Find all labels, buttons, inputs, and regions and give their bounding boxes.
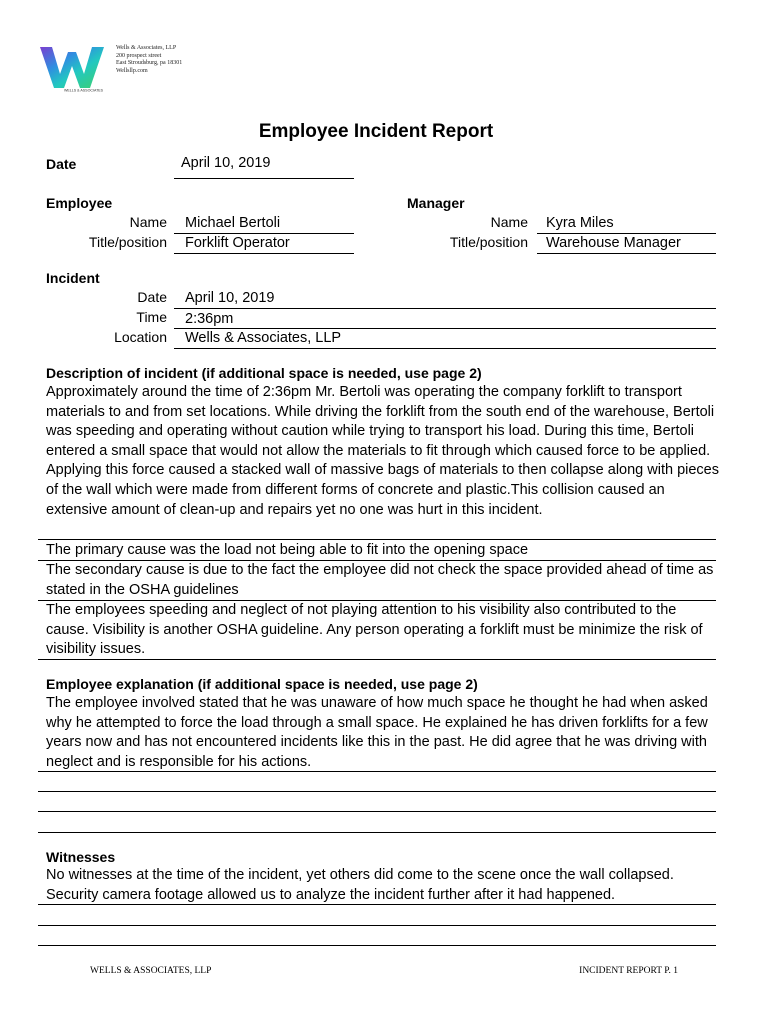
primary-cause: The primary cause was the load not being able to fit into the opening space bbox=[46, 542, 529, 558]
company-web: Wellsllp.com bbox=[116, 67, 148, 74]
incident-time: 2:36pm bbox=[185, 311, 234, 327]
witnesses-divider bbox=[38, 904, 716, 905]
manager-name-label: Name bbox=[490, 214, 528, 230]
incident-location-underline bbox=[174, 348, 716, 349]
incident-location: Wells & Associates, LLP bbox=[185, 330, 342, 346]
manager-title-label: Title/position bbox=[449, 234, 528, 250]
employee-name-underline bbox=[174, 233, 354, 234]
incident-date-underline bbox=[174, 308, 716, 309]
company-city: East Stroudsburg, pa 18301 bbox=[116, 60, 183, 67]
logo-caption: WELLS & ASSOCIATES bbox=[64, 88, 104, 92]
date-value: April 10, 2019 bbox=[181, 155, 271, 171]
explanation-heading: Employee explanation (if additional space is needed, use page 2) bbox=[46, 676, 478, 692]
date-underline bbox=[174, 178, 354, 179]
incident-time-underline bbox=[174, 328, 716, 329]
blank-line bbox=[38, 791, 716, 792]
witnesses-text: No witnesses at the time of the incident, yet others did come to the scene once the wall collapsed. Security camera footage allowed us to analyze the incident further after it had happened. bbox=[46, 867, 674, 903]
date-label: Date bbox=[46, 156, 77, 172]
incident-date: April 10, 2019 bbox=[185, 290, 275, 306]
incident-location-label: Location bbox=[114, 329, 167, 345]
incident-time-label: Time bbox=[136, 309, 167, 325]
footer-page: INCIDENT REPORT P. 1 bbox=[579, 966, 678, 976]
blank-line bbox=[38, 925, 716, 926]
employee-title: Forklift Operator bbox=[185, 235, 290, 251]
employee-name: Michael Bertoli bbox=[185, 215, 281, 231]
description-heading: Description of incident (if additional space is needed, use page 2) bbox=[46, 365, 482, 381]
manager-title: Warehouse Manager bbox=[546, 235, 681, 251]
incident-heading: Incident bbox=[46, 270, 100, 286]
explanation-text: The employee involved stated that he was unaware of how much space he thought he had when asked why he attempted to force the load through a small space. He explained he has driven forklifts for a few years now and has not encountered incidents like this in the past. He did agree that he was driving with neglect and is responsible for his actions. bbox=[46, 695, 708, 770]
manager-name: Kyra Miles bbox=[546, 215, 614, 231]
secondary-cause: The secondary cause is due to the fact the employee did not check the space provided ahead of time as stated in the OSHA guidelines bbox=[46, 562, 714, 598]
contributing-cause: The employees speeding and neglect of not playing attention to his visibility also contributed to the cause. Visibility is another OSHA guideline. Any person operating a forklift must be minimize the risk of visibility issues. bbox=[46, 602, 703, 658]
incident-date-label: Date bbox=[137, 289, 167, 305]
manager-name-underline bbox=[537, 233, 716, 234]
explanation-divider bbox=[38, 771, 716, 772]
manager-title-underline bbox=[537, 253, 716, 254]
employee-title-label: Title/position bbox=[88, 234, 167, 250]
contributing-cause-divider bbox=[38, 659, 716, 660]
description-divider bbox=[38, 539, 716, 540]
page-title: Employee Incident Report bbox=[258, 121, 494, 142]
description-text: Approximately around the time of 2:36pm Mr. Bertoli was operating the company forklift to transport materials to and from set locations. While driving the forklift from the south end of the warehouse, Bertoli was speeding and operating without caution while trying to transport his load. During this time, Bertoli entered a small space that would not allow the materials to fit through which caused force to be applied. Applying this force caused a stacked wall of massive bags of materials to then collapse along with pieces of the wall which were made from different forms of concrete and plastic.This collision caused an extensive amount of clean-up and repairs yet no one was hurt in this incident. bbox=[46, 384, 719, 518]
company-logo bbox=[38, 44, 106, 92]
footer-company: WELLS & ASSOCIATES, LLP bbox=[90, 966, 212, 976]
blank-line bbox=[38, 945, 716, 946]
company-address bbox=[116, 45, 182, 75]
manager-heading: Manager bbox=[407, 195, 465, 211]
company-name: Wells & Associates, LLP bbox=[116, 45, 177, 51]
employee-heading: Employee bbox=[46, 195, 113, 211]
employee-title-underline bbox=[174, 253, 354, 254]
witnesses-heading: Witnesses bbox=[46, 849, 116, 865]
blank-line bbox=[38, 832, 716, 833]
employee-name-label: Name bbox=[129, 214, 167, 230]
blank-line bbox=[38, 811, 716, 812]
company-street: 200 prospect street bbox=[116, 52, 162, 59]
